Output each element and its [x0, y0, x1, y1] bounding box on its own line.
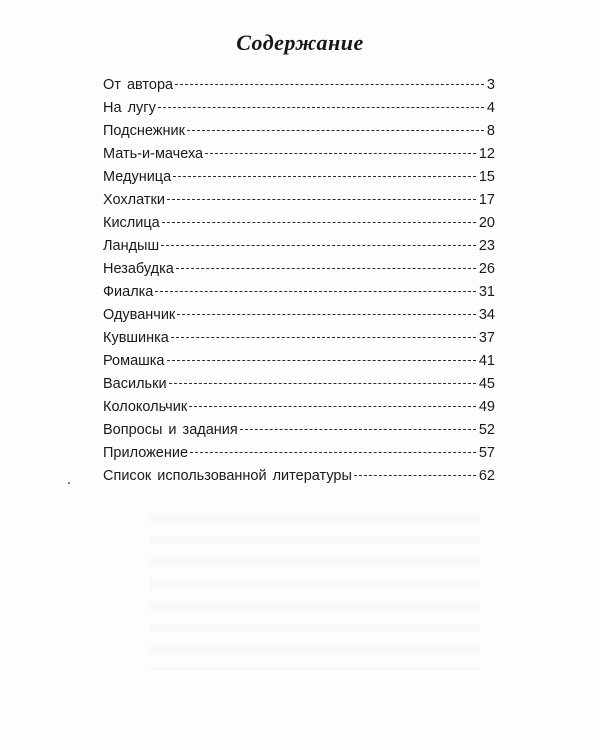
dashed-leader — [175, 84, 484, 85]
toc-entry-title: На лугу — [103, 100, 156, 116]
toc-entry-title: Незабудка — [103, 261, 174, 277]
toc-entry-page: 17 — [478, 192, 495, 208]
dashed-leader — [173, 176, 476, 177]
toc-entry-page: 23 — [478, 238, 495, 254]
dashed-leader — [205, 153, 476, 154]
toc-entry-title: Кувшинка — [103, 330, 169, 346]
toc-entry — [103, 258, 495, 281]
toc-entry-page: 4 — [486, 100, 495, 116]
toc-entry-page: 26 — [478, 261, 495, 277]
toc-entry — [103, 350, 495, 373]
toc-entry-title: От автора — [103, 77, 174, 93]
toc-entry-title: Кислица — [103, 215, 160, 231]
toc-entry — [103, 304, 495, 327]
toc-entry — [103, 97, 495, 120]
toc-entry — [103, 235, 495, 258]
toc-entry-title: Фиалка — [103, 284, 154, 300]
toc-entry-title: Одуванчик — [103, 307, 176, 323]
dashed-leader — [177, 314, 476, 315]
dashed-leader — [167, 199, 476, 200]
dashed-leader — [169, 383, 476, 384]
toc-entry — [103, 143, 495, 166]
toc-entry-page: 20 — [478, 215, 495, 231]
dashed-leader — [155, 291, 475, 292]
toc-entry-title: Колокольчик — [103, 399, 188, 415]
dashed-leader — [240, 429, 476, 430]
toc-entry — [103, 373, 495, 396]
toc-entry-page: 12 — [478, 146, 495, 162]
dashed-leader — [176, 268, 476, 269]
toc-entry — [103, 74, 495, 97]
toc-entry-page: 41 — [478, 353, 495, 369]
toc-entry-title: Подснежник — [103, 123, 185, 139]
dashed-leader — [354, 475, 476, 476]
toc-entry-title: Хохлатки — [103, 192, 165, 208]
print-speck — [68, 482, 70, 484]
toc-entry-page: 15 — [478, 169, 495, 185]
show-through-texture — [150, 500, 480, 670]
toc-entry-page: 62 — [478, 468, 495, 484]
toc-entry — [103, 442, 495, 465]
table-of-contents — [103, 74, 495, 488]
toc-entry — [103, 419, 495, 442]
toc-entry — [103, 465, 495, 488]
toc-entry-title: Приложение — [103, 445, 189, 461]
toc-entry-title: Мать-и-мачеха — [103, 146, 204, 162]
toc-entry-title: Ромашка — [103, 353, 165, 369]
toc-entry — [103, 281, 495, 304]
toc-entry-title: Ландыш — [103, 238, 160, 254]
dashed-leader — [189, 406, 476, 407]
dashed-leader — [167, 360, 476, 361]
toc-entry — [103, 189, 495, 212]
toc-entry — [103, 327, 495, 350]
dashed-leader — [158, 107, 484, 108]
dashed-leader — [162, 222, 476, 223]
toc-entry-page: 52 — [478, 422, 495, 438]
toc-entry-title: Список использованной литературы — [103, 468, 352, 484]
toc-entry-page: 8 — [486, 123, 495, 139]
dashed-leader — [161, 245, 476, 246]
dashed-leader — [171, 337, 476, 338]
toc-entry-page: 49 — [478, 399, 495, 415]
page-title: Содержание — [236, 30, 364, 55]
toc-entry-title: Вопросы и задания — [103, 422, 238, 438]
toc-entry — [103, 212, 495, 235]
toc-entry-title: Медуница — [103, 169, 172, 185]
toc-entry — [103, 120, 495, 143]
toc-entry-page: 34 — [478, 307, 495, 323]
toc-entry-title: Васильки — [103, 376, 167, 392]
toc-entry-page: 31 — [478, 284, 495, 300]
toc-entry-page: 3 — [486, 77, 495, 93]
toc-entry-page: 45 — [478, 376, 495, 392]
toc-entry-page: 37 — [478, 330, 495, 346]
dashed-leader — [190, 452, 476, 453]
toc-entry-page: 57 — [478, 445, 495, 461]
toc-entry — [103, 166, 495, 189]
dashed-leader — [187, 130, 484, 131]
toc-entry — [103, 396, 495, 419]
